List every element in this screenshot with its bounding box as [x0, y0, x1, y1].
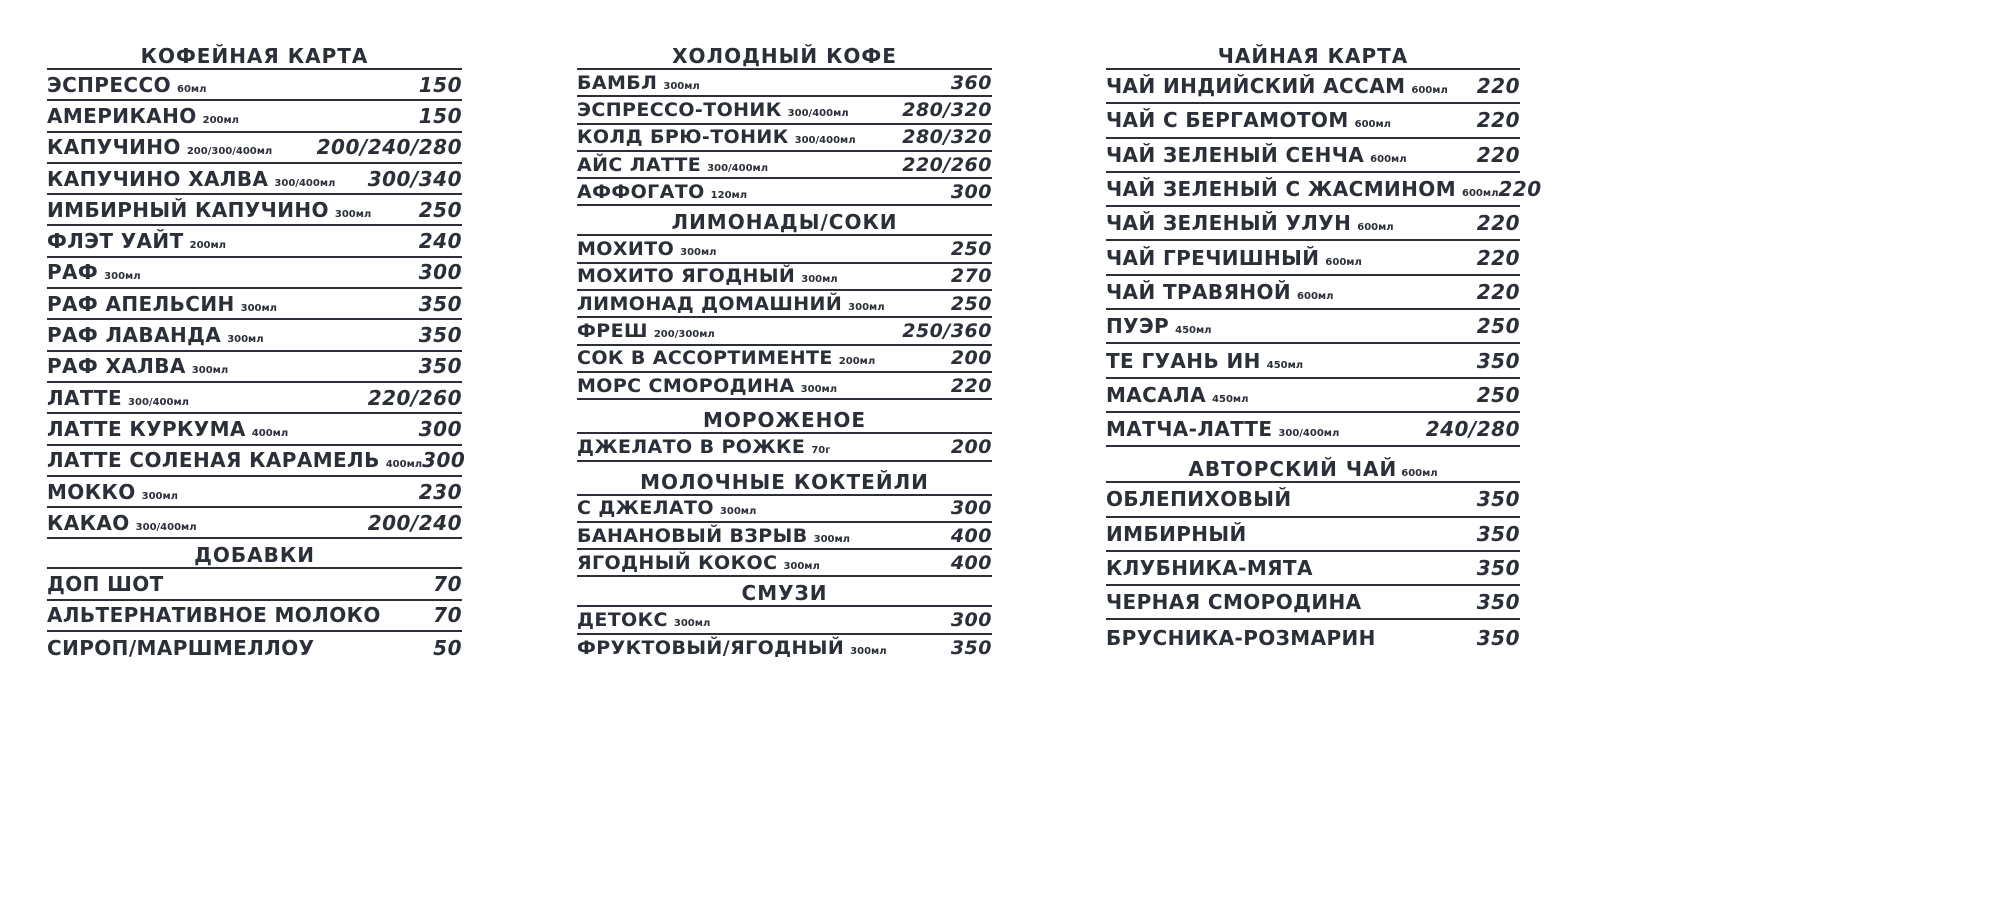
menu-item-name: МОХИТО ЯГОДНЫЙ	[577, 265, 796, 288]
menu-item-row	[577, 550, 992, 577]
menu-item-price: 350	[1476, 556, 1520, 580]
section-spacer	[1106, 447, 1520, 455]
menu-item-volume: 120мл	[710, 189, 748, 201]
menu-item-price: 350	[1476, 590, 1520, 615]
menu-item-name: ИМБИРНЫЙ	[1106, 521, 1247, 546]
menu-item-volume: 300мл	[801, 274, 838, 286]
menu-item-name: ФРУКТОВЫЙ/ЯГОДНЫЙ	[577, 637, 845, 660]
menu-item-volume: 60мл	[176, 83, 207, 95]
menu-item-volume: 300мл	[850, 646, 887, 658]
menu-item-row	[47, 352, 462, 383]
menu-item-label	[1106, 556, 1313, 580]
menu-item-name: КЛУБНИКА-МЯТА	[1106, 556, 1313, 580]
menu-item-name: МОХИТО	[577, 238, 675, 261]
menu-item-volume: 600мл	[1354, 119, 1391, 131]
menu-item-label	[577, 347, 875, 369]
menu-item-label	[1106, 211, 1394, 235]
section-title-text: СМУЗИ	[741, 581, 828, 606]
menu-item-volume: 300/400мл	[128, 396, 189, 408]
menu-item-name: БРУСНИКА-РОЗМАРИН	[1106, 625, 1376, 650]
menu-item-row	[577, 434, 992, 461]
menu-item-name: ЧАЙ ЗЕЛЕНЫЙ С ЖАСМИНОМ	[1106, 177, 1457, 202]
menu-item-row	[577, 97, 992, 124]
menu-item-label	[1106, 590, 1361, 614]
menu-item-volume: 400мл	[251, 427, 289, 439]
menu-item-row	[1106, 207, 1520, 241]
menu-item-name: ДЕТОКС	[577, 609, 668, 632]
menu-item-label	[1106, 143, 1407, 167]
menu-item-price: 70	[433, 603, 462, 628]
menu-item-label	[47, 603, 381, 627]
menu-item-price: 300	[950, 609, 992, 632]
menu-item-row	[1106, 379, 1520, 413]
menu-item-row	[47, 164, 462, 195]
menu-item-price: 200/240/280	[316, 135, 462, 160]
menu-item-label	[1106, 522, 1247, 546]
menu-item-label	[47, 572, 164, 596]
menu-column-coffee	[47, 42, 466, 663]
menu-item-row	[577, 607, 992, 634]
menu-item-price: 220	[1476, 245, 1520, 270]
menu-item-row	[1106, 310, 1520, 344]
section-title	[1106, 455, 1520, 483]
menu-item-name: ЧЕРНАЯ СМОРОДИНА	[1106, 590, 1362, 615]
menu-item-row	[577, 291, 992, 318]
menu-item-price: 220	[1476, 211, 1520, 236]
menu-item-price: 200	[950, 435, 992, 458]
menu-item-price: 270	[950, 265, 992, 288]
menu-item-row	[47, 226, 462, 257]
menu-item-label	[577, 436, 830, 458]
menu-item-volume: 600мл	[1297, 290, 1334, 302]
menu-item-label	[47, 167, 335, 191]
menu-item-price: 300	[418, 416, 462, 441]
menu-item-volume: 300мл	[680, 247, 717, 259]
menu-item-row	[47, 258, 462, 289]
menu-item-name: АФФОГАТО	[577, 180, 705, 203]
menu-item-name: АМЕРИКАНО	[47, 103, 197, 128]
menu-item-row	[1106, 552, 1520, 586]
menu-item-price: 200/240	[367, 510, 462, 535]
menu-item-label	[47, 417, 288, 441]
menu-item-label	[1106, 108, 1391, 132]
menu-item-name: ЧАЙ ЗЕЛЕНЫЙ СЕНЧА	[1106, 142, 1365, 167]
menu-item-label	[1106, 74, 1448, 98]
menu-item-volume: 600мл	[1370, 153, 1407, 165]
menu-item-label	[1106, 487, 1292, 511]
menu-item-row	[47, 508, 462, 539]
menu-item-row	[47, 477, 462, 508]
menu-item-name: ФЛЭТ УАЙТ	[47, 229, 184, 254]
menu-item-price: 350	[1476, 521, 1520, 546]
menu-item-name: МАСАЛА	[1106, 382, 1207, 407]
menu-item-volume: 300мл	[719, 506, 757, 518]
menu-item-label	[47, 386, 189, 410]
menu-item-row	[1106, 413, 1520, 447]
menu-item-price: 220/260	[367, 385, 462, 410]
menu-item-label	[577, 609, 710, 631]
menu-item-label	[47, 260, 141, 284]
menu-item-row	[1106, 518, 1520, 552]
menu-item-name: КАПУЧИНО ХАЛВА	[47, 166, 269, 191]
menu-item-price: 70	[433, 572, 462, 597]
menu-item-row	[1106, 276, 1520, 310]
menu-item-name: МАТЧА-ЛАТТЕ	[1106, 417, 1273, 442]
menu-item-volume: 300мл	[141, 490, 178, 502]
menu-item-label	[577, 238, 717, 260]
section-title-text: ХОЛОДНЫЙ КОФЕ	[672, 44, 897, 68]
menu-item-name: БАНАНОВЫЙ ВЗРЫВ	[577, 524, 808, 547]
menu-item-price: 300	[422, 448, 466, 473]
menu-item-row	[47, 601, 462, 632]
menu-item-name: ФРЕШ	[577, 320, 648, 343]
section-title-text: МОЛОЧНЫЕ КОКТЕЙЛИ	[640, 469, 929, 494]
menu-item-name: МОККО	[47, 479, 136, 504]
menu-item-volume: 300мл	[848, 301, 885, 313]
menu-item-row	[1106, 344, 1520, 378]
menu-item-label	[577, 637, 887, 659]
menu-item-name: С ДЖЕЛАТО	[577, 497, 714, 520]
menu-item-row	[577, 125, 992, 152]
menu-item-volume: 300/400мл	[1278, 428, 1340, 440]
menu-item-label	[1106, 246, 1362, 270]
menu-item-label	[577, 375, 837, 397]
menu-item-name: СОК В АССОРТИМЕНТЕ	[577, 347, 833, 370]
menu-item-row	[47, 632, 462, 663]
menu-item-name: РАФ АПЕЛЬСИН	[47, 291, 235, 316]
menu-item-label	[47, 354, 228, 378]
menu-item-row	[1106, 620, 1520, 654]
menu-item-name: ЧАЙ ЗЕЛЕНЫЙ УЛУН	[1106, 211, 1352, 236]
menu-item-name: КОЛД БРЮ-ТОНИК	[577, 126, 789, 149]
menu-item-label	[1106, 314, 1211, 338]
menu-item-label	[47, 198, 371, 222]
menu-item-row	[577, 635, 992, 662]
section-title	[1106, 42, 1520, 70]
menu-column-tea	[1106, 42, 1542, 655]
menu-column-cold-drinks	[577, 42, 992, 662]
menu-item-row	[47, 414, 462, 445]
menu-item-volume: 300/400мл	[794, 135, 856, 147]
section-title-volume: 600мл	[1401, 468, 1438, 480]
menu-item-label	[1106, 626, 1376, 650]
menu-item-volume: 300мл	[783, 560, 820, 572]
menu-item-row	[47, 320, 462, 351]
menu-item-name: РАФ ЛАВАНДА	[47, 323, 222, 348]
menu-item-volume: 200мл	[189, 240, 226, 252]
menu-item-price: 360	[950, 71, 992, 94]
menu-item-volume: 200/300мл	[653, 329, 715, 341]
section-title	[577, 468, 992, 496]
menu-item-price: 220	[950, 374, 992, 397]
menu-item-volume: 300мл	[334, 208, 372, 220]
menu-item-label	[47, 104, 239, 128]
menu-item-row	[577, 496, 992, 523]
section-title-text: ЛИМОНАДЫ/СОКИ	[671, 210, 898, 235]
menu-item-name: ЧАЙ ИНДИЙСКИЙ АССАМ	[1106, 74, 1406, 99]
menu-item-row	[577, 236, 992, 263]
menu-item-price: 280/320	[902, 98, 992, 121]
menu-item-row	[577, 346, 992, 373]
menu-item-price: 350	[418, 354, 462, 379]
menu-item-price: 400	[950, 551, 992, 574]
section-title	[577, 579, 992, 607]
menu-item-volume: 300/400мл	[274, 177, 336, 189]
section-title	[577, 208, 992, 236]
menu-item-label	[577, 72, 700, 94]
section-title	[577, 406, 992, 434]
menu-item-label	[47, 480, 178, 504]
menu-item-label	[47, 73, 206, 97]
menu-item-row	[1106, 104, 1520, 138]
menu-item-volume: 200/300/400мл	[186, 146, 273, 158]
menu-item-name: ЯГОДНЫЙ КОКОС	[577, 551, 778, 574]
menu-item-volume: 450мл	[1212, 393, 1249, 405]
menu-item-price: 300	[950, 180, 992, 203]
menu-item-price: 350	[1476, 348, 1520, 373]
menu-item-price: 300	[950, 497, 992, 520]
menu-item-label	[577, 181, 747, 203]
menu-item-row	[577, 179, 992, 206]
menu-item-name: ИМБИРНЫЙ КАПУЧИНО	[47, 197, 329, 222]
menu-item-price: 250	[950, 238, 992, 261]
menu-item-price: 220	[1476, 142, 1520, 167]
section-title-text: КОФЕЙНАЯ КАРТА	[140, 44, 369, 68]
section-title-text: МОРОЖЕНОЕ	[702, 408, 867, 433]
menu-item-name: КАПУЧИНО	[47, 135, 181, 160]
menu-item-label	[577, 320, 715, 342]
menu-item-price: 220	[1476, 279, 1520, 304]
menu-item-label	[577, 126, 856, 148]
menu-item-price: 220	[1476, 108, 1520, 133]
menu-item-volume: 600мл	[1462, 188, 1499, 200]
menu-item-label	[577, 154, 768, 176]
menu-item-row	[47, 446, 466, 477]
menu-item-name: АЙС ЛАТТЕ	[577, 153, 702, 176]
menu-item-name: ЛАТТЕ	[47, 385, 123, 410]
section-title-text: ДОБАВКИ	[194, 543, 315, 568]
menu-item-row	[47, 195, 462, 226]
menu-item-label	[47, 511, 197, 535]
menu-item-price: 150	[418, 103, 462, 128]
menu-item-label	[577, 525, 850, 547]
menu-item-price: 250/360	[902, 320, 992, 343]
menu-item-volume: 300мл	[813, 533, 850, 545]
menu-item-label	[577, 99, 849, 121]
menu-item-volume: 300мл	[227, 334, 264, 346]
menu-item-volume: 600мл	[1411, 85, 1448, 97]
menu-item-volume: 300мл	[240, 302, 277, 314]
menu-item-price: 350	[1476, 487, 1520, 512]
menu-item-row	[47, 133, 462, 164]
menu-item-volume: 300мл	[104, 271, 141, 283]
menu-item-name: БАМБЛ	[577, 71, 658, 94]
menu-item-row	[1106, 586, 1520, 620]
menu-item-label	[1106, 383, 1248, 407]
menu-item-price: 240	[418, 229, 462, 254]
menu-item-row	[47, 383, 462, 414]
menu-item-volume: 300мл	[800, 383, 838, 395]
section-title	[47, 42, 462, 70]
menu-item-label	[577, 293, 885, 315]
menu-item-row	[1106, 241, 1520, 275]
menu-item-price: 220	[1498, 177, 1542, 202]
menu-item-price: 350	[418, 291, 462, 316]
menu-item-row	[577, 264, 992, 291]
menu-item-label	[577, 497, 756, 519]
menu-item-row	[47, 101, 462, 132]
menu-item-name: ЛАТТЕ КУРКУМА	[47, 416, 246, 441]
menu-item-name: ДОП ШОТ	[47, 572, 164, 597]
menu-item-row	[1106, 139, 1520, 173]
menu-item-label	[47, 292, 277, 316]
menu-item-name: ДЖЕЛАТО В РОЖКЕ	[577, 435, 806, 458]
menu-item-volume: 600мл	[1325, 256, 1362, 268]
menu-item-price: 50	[433, 635, 462, 660]
menu-item-price: 400	[950, 524, 992, 547]
menu-item-label	[47, 135, 272, 159]
menu-item-price: 230	[418, 479, 462, 504]
menu-item-name: ЧАЙ С БЕРГАМОТОМ	[1106, 108, 1349, 133]
menu-item-row	[577, 152, 992, 179]
menu-item-row	[47, 569, 462, 600]
menu-item-label	[47, 636, 314, 660]
menu-item-label	[577, 552, 820, 574]
menu-item-price: 350	[950, 637, 992, 660]
menu-item-price: 300	[418, 260, 462, 285]
menu-item-price: 240/280	[1425, 417, 1520, 442]
menu-item-price: 350	[418, 323, 462, 348]
menu-item-volume: 200мл	[838, 356, 876, 368]
menu-item-volume: 70г	[811, 444, 831, 456]
menu-item-price: 250	[950, 292, 992, 315]
menu-item-name: КАКАО	[47, 510, 130, 535]
menu-item-label	[1106, 280, 1333, 304]
menu-item-name: СИРОП/МАРШМЕЛЛОУ	[47, 635, 315, 660]
section-title-text: ЧАЙНАЯ КАРТА	[1217, 44, 1409, 68]
menu-item-volume: 450мл	[1175, 325, 1212, 337]
menu-item-row	[1106, 483, 1520, 517]
menu-item-name: ЧАЙ ГРЕЧИШНЫЙ	[1106, 245, 1320, 270]
menu-item-name: ЭСПРЕССО-ТОНИК	[577, 98, 782, 121]
menu-item-row	[577, 523, 992, 550]
menu-item-price: 250	[1476, 382, 1520, 407]
menu-item-name: ЛАТТЕ СОЛЕНАЯ КАРАМЕЛЬ	[47, 448, 380, 473]
menu-item-volume: 450мл	[1266, 359, 1304, 371]
menu-item-label	[577, 265, 838, 287]
menu-item-name: ТЕ ГУАНЬ ИН	[1106, 348, 1261, 373]
menu-item-price: 300/340	[367, 166, 462, 191]
menu-item-row	[1106, 173, 1542, 207]
menu-item-row	[1106, 70, 1520, 104]
menu-item-row	[577, 373, 992, 400]
section-title	[47, 541, 462, 569]
menu-item-name: ЧАЙ ТРАВЯНОЙ	[1106, 279, 1292, 304]
menu-item-volume: 300мл	[191, 365, 229, 377]
section-title	[577, 42, 992, 70]
menu-item-name: ОБЛЕПИХОВЫЙ	[1106, 487, 1292, 512]
menu-item-volume: 300/400мл	[707, 162, 769, 174]
menu-item-label	[1106, 417, 1339, 441]
menu-item-name: ЛИМОНАД ДОМАШНИЙ	[577, 292, 843, 315]
menu-item-name: ЭСПРЕССО	[47, 72, 171, 97]
section-title-text: АВТОРСКИЙ ЧАЙ	[1188, 457, 1398, 482]
menu-item-label	[47, 229, 226, 253]
menu-item-label	[1106, 177, 1498, 201]
menu-item-price: 200	[950, 347, 992, 370]
menu-item-price: 250	[1476, 314, 1520, 339]
menu-item-volume: 400мл	[385, 459, 423, 471]
menu-item-price: 220/260	[902, 153, 992, 176]
menu-item-row	[47, 70, 462, 101]
menu-item-name: ПУЭР	[1106, 314, 1170, 339]
menu-item-volume: 200мл	[202, 114, 239, 126]
menu-item-volume: 300/400мл	[135, 521, 197, 533]
menu-item-price: 250	[418, 197, 462, 222]
menu-item-volume: 600мл	[1357, 222, 1394, 234]
menu-item-label	[47, 323, 264, 347]
menu-item-name: РАФ ХАЛВА	[47, 354, 186, 379]
menu-item-label	[1106, 349, 1303, 373]
menu-item-volume: 300мл	[673, 618, 711, 630]
menu-item-volume: 300/400мл	[787, 107, 849, 119]
menu-item-volume: 300мл	[663, 80, 700, 92]
menu-item-name: АЛЬТЕРНАТИВНОЕ МОЛОКО	[47, 603, 381, 628]
menu-item-name: МОРС СМОРОДИНА	[577, 374, 795, 397]
menu-item-price: 350	[1476, 625, 1520, 650]
menu-item-price: 220	[1476, 74, 1520, 99]
menu-item-name: РАФ	[47, 260, 99, 285]
menu-item-row	[577, 318, 992, 345]
menu-item-price: 280/320	[902, 126, 992, 149]
menu-item-label	[47, 448, 422, 472]
menu-item-row	[47, 289, 462, 320]
menu-item-row	[577, 70, 992, 97]
menu-item-price: 150	[418, 72, 462, 97]
